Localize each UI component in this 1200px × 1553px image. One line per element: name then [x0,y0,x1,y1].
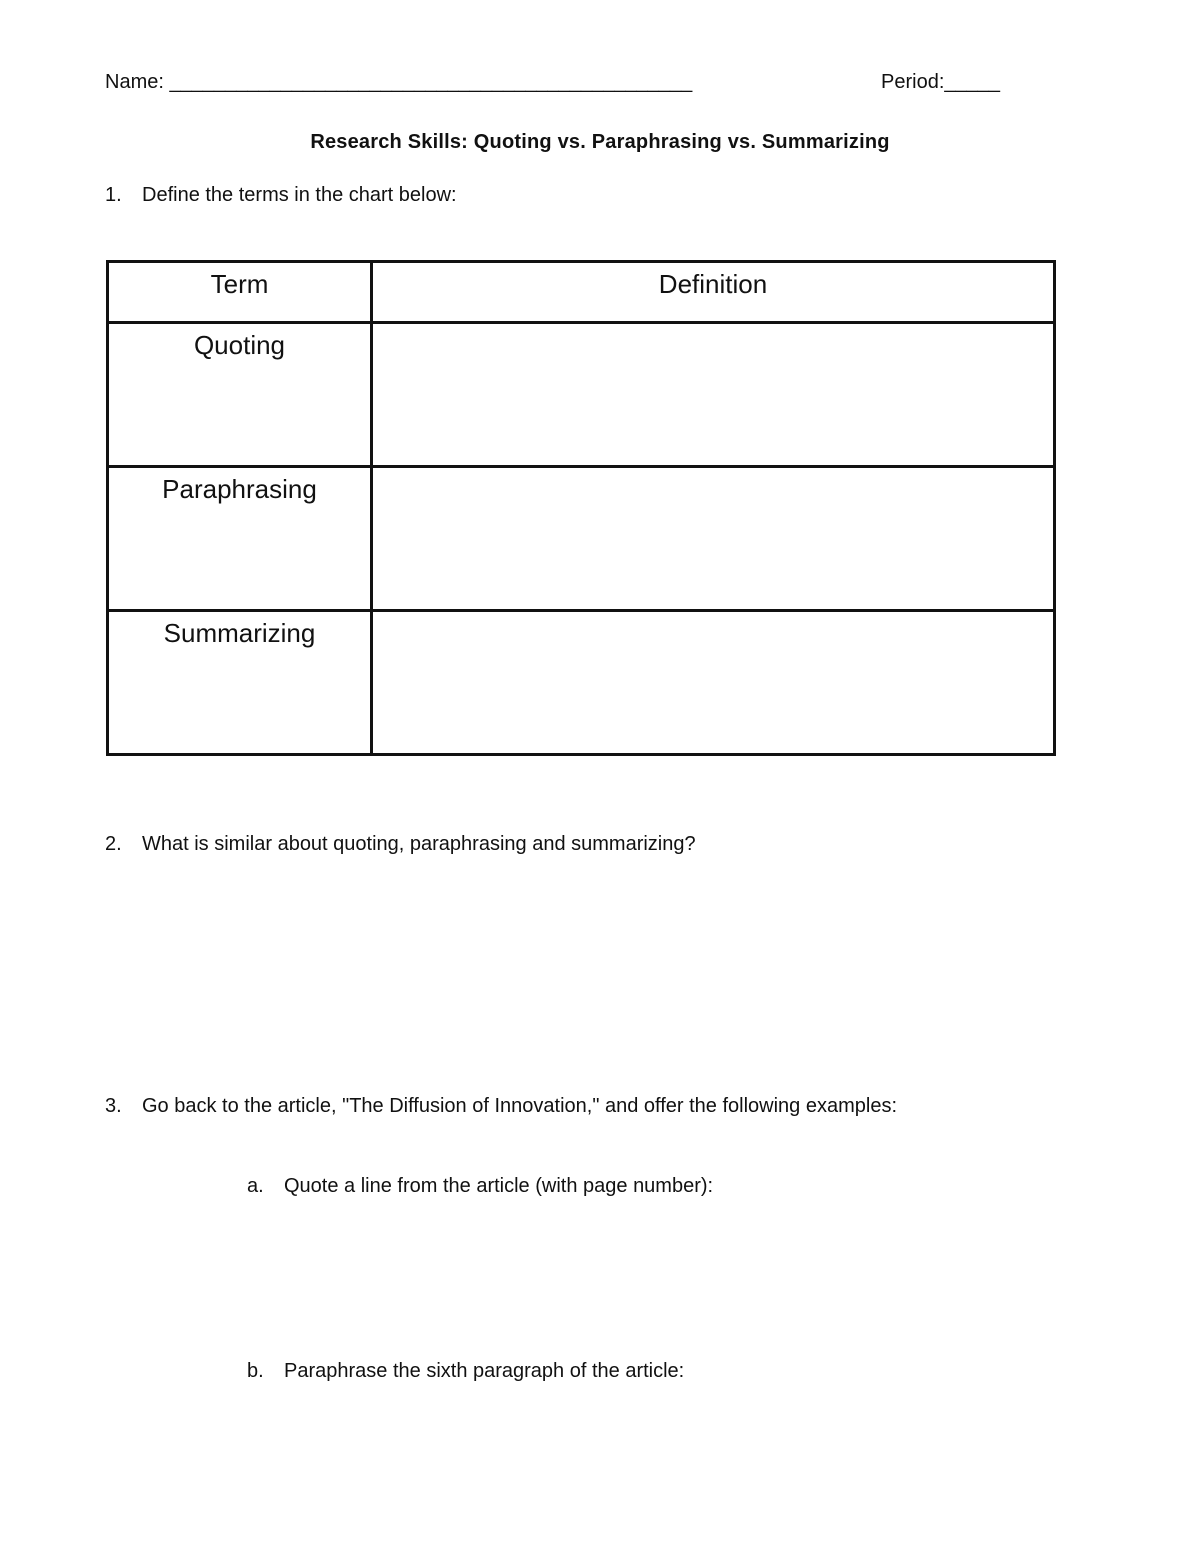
terms-definition-table [106,260,1056,756]
question-1-text: Define the terms in the chart below: [142,184,457,206]
subquestion-a-letter: a. [247,1175,264,1197]
subquestion-b-text: Paraphrase the sixth paragraph of the article: [284,1360,685,1382]
table-row [108,323,1055,467]
definition-cell-summarizing[interactable] [372,611,1055,755]
table-header-row [108,262,1055,323]
question-2-number: 2. [105,833,122,855]
question-2-text: What is similar about quoting, paraphrasing and summarizing? [142,833,696,855]
name-field-label[interactable]: Name: _______________________________________________ [105,71,693,93]
term-cell-quoting: Quoting [108,323,372,467]
subquestion-b-letter: b. [247,1360,264,1382]
term-cell-paraphrasing: Paraphrasing [108,467,372,611]
column-header-term: Term [108,262,372,323]
column-header-definition: Definition [372,262,1055,323]
definition-cell-paraphrasing[interactable] [372,467,1055,611]
term-cell-summarizing: Summarizing [108,611,372,755]
subquestion-a-text: Quote a line from the article (with page number): [284,1175,714,1197]
page-title: Research Skills: Quoting vs. Paraphrasing vs. Summarizing [310,131,890,153]
question-1-number: 1. [105,184,122,206]
period-field-label[interactable]: Period:_____ [881,71,1000,93]
definition-cell-quoting[interactable] [372,323,1055,467]
question-3-text: Go back to the article, "The Diffusion of Innovation," and offer the following examples: [142,1095,897,1117]
question-3-number: 3. [105,1095,122,1117]
table-row [108,467,1055,611]
table-row [108,611,1055,755]
